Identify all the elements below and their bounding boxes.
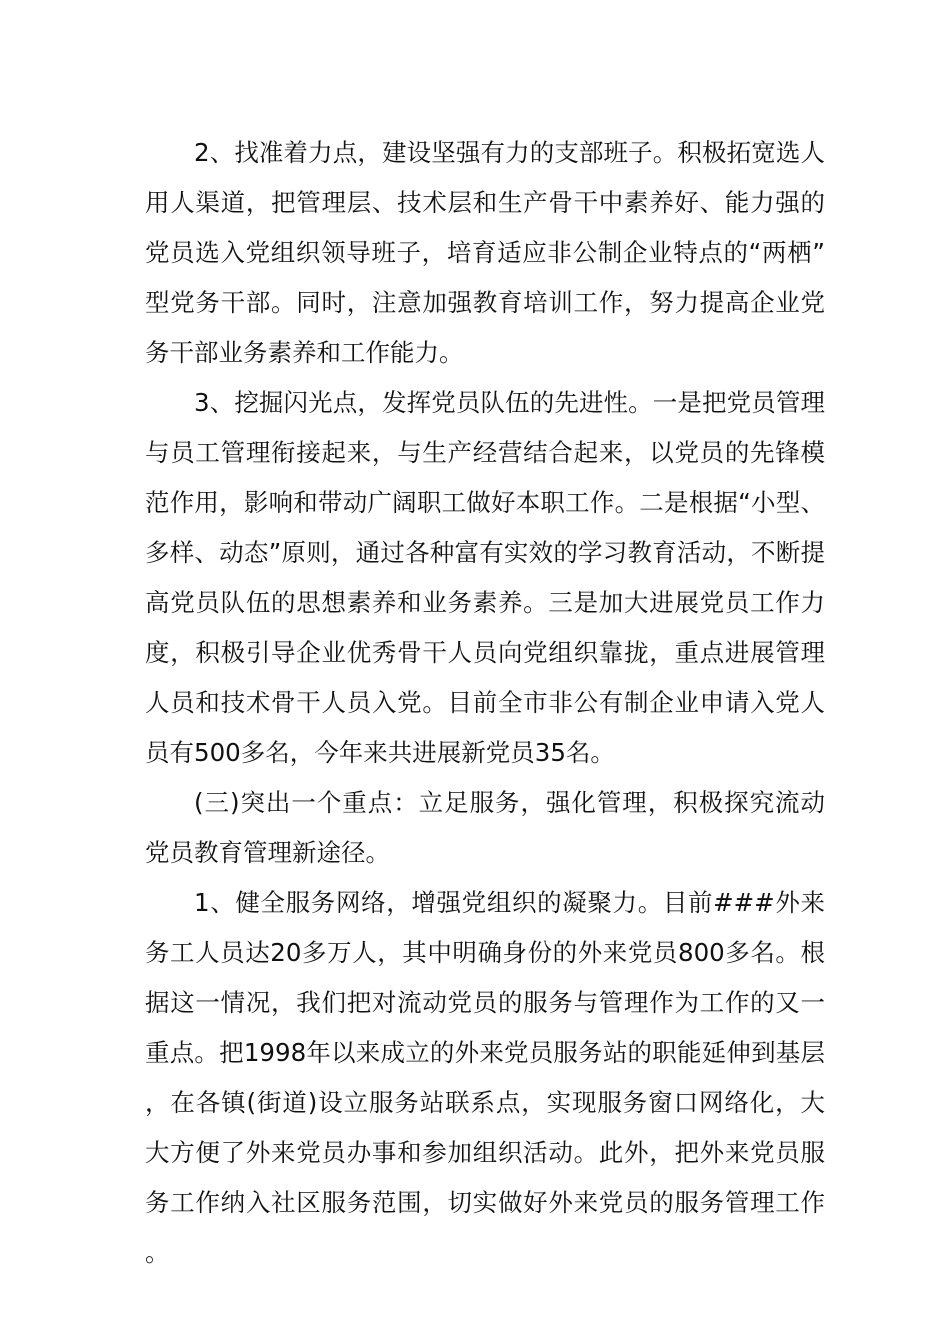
paragraph-section-three: (三)突出一个重点：立足服务，强化管理，积极探究流动党员教育管理新途径。 — [145, 788, 825, 867]
document-body — [145, 128, 825, 1278]
paragraph-party-members: 3、挖掘闪光点，发挥党员队伍的先进性。一是把党员管理与员工管理衔接起来，与生产经营结合起来，以党员的先锋模范作用，影响和带动广阔职工做好本职工作。二是根据“小型、多样、动态”原则，通过各种富有实效的学习教育活动，不断提高党员队伍的思想素养和业务素养。三是加大进展党员工作力度，积极引导企业优秀骨干人员向党组织靠拢，重点进展管理人员和技术骨干人员入党。目前全市非公有制企业申请入党人员有500多名，今年来共进展新党员35名。 — [145, 388, 825, 767]
paragraph-branch-team: 2、找准着力点，建设坚强有力的支部班子。积极拓宽选人用人渠道，把管理层、技术层和生产骨干中素养好、能力强的党员选入党组织领导班子，培育适应非公制企业特点的“两栖”型党务干部。同时，注意加强教育培训工作，努力提高企业党务干部业务素养和工作能力。 — [145, 138, 825, 367]
paragraph-service-network: 1、健全服务网络，增强党组织的凝聚力。目前###外来务工人员达20多万人，其中明确身份的外来党员800多名。根据这一情况，我们把对流动党员的服务与管理作为工作的又一重点。把1998年以来成立的外来党员服务站的职能延伸到基层，在各镇(街道)设立服务站联系点，实现服务窗口网络化，大大方便了外来党员办事和参加组织活动。此外，把外来党员服务工作纳入社区服务范围，切实做好外来党员的服务管理工作。 — [145, 888, 825, 1267]
